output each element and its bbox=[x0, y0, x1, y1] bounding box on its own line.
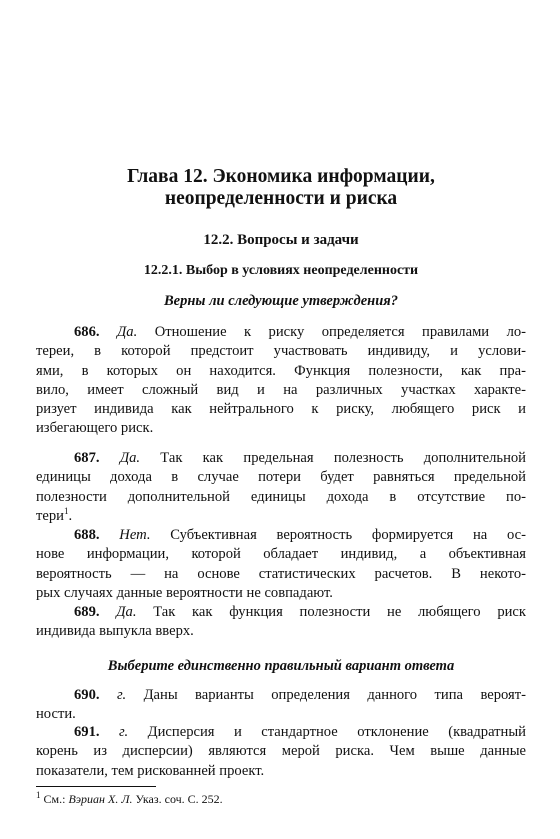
chapter-title-line-1: Глава 12. Экономика информации, bbox=[127, 166, 435, 187]
chapter-title-line-2: неопределенности и риска bbox=[164, 188, 398, 209]
section-title: 12.2. Вопросы и задачи bbox=[203, 232, 359, 248]
paragraph-line bbox=[36, 603, 526, 622]
item-number: 687. bbox=[74, 450, 100, 466]
paragraph-line: избегающего риск. bbox=[36, 420, 154, 437]
question-689 bbox=[36, 603, 526, 642]
item-number: 691. bbox=[74, 724, 100, 740]
item-answer: Да. bbox=[116, 604, 137, 620]
heading-verify-statements: Верны ли следующие утверждения? bbox=[163, 293, 398, 309]
paragraph-line: вероятность — на основе статистических расчетов. В некото- bbox=[36, 565, 526, 582]
item-number: 688. bbox=[74, 527, 100, 543]
item-answer: Да. bbox=[119, 450, 141, 466]
paragraph-line: индивида выпукла вверх. bbox=[36, 623, 194, 640]
footnote bbox=[36, 792, 223, 806]
paragraph-line: рых случаях данные вероятности не совпадают. bbox=[36, 584, 333, 601]
question-686 bbox=[36, 323, 526, 439]
paragraph-line bbox=[36, 686, 526, 705]
item-answer: Нет. bbox=[119, 527, 151, 543]
item-number: 686. bbox=[74, 324, 100, 340]
footnote-author: Вэриан Х. Л. bbox=[68, 792, 133, 806]
footnote-reference[interactable]: 1 bbox=[63, 506, 69, 517]
subsection-title: 12.2.1. Выбор в условиях неопределенности bbox=[143, 263, 419, 278]
line-text: Даны варианты определения данного типа вероят- bbox=[126, 687, 526, 703]
paragraph-line bbox=[36, 526, 526, 545]
footnote-source: Указ. соч. С. 252. bbox=[132, 792, 223, 806]
footnote-mark: 1 bbox=[36, 790, 41, 800]
line-text: Субъективная вероятность формируется на ос- bbox=[150, 527, 526, 543]
question-688 bbox=[36, 526, 526, 603]
paragraph-line bbox=[36, 323, 526, 342]
item-answer: г. bbox=[116, 687, 127, 703]
question-690 bbox=[36, 686, 526, 725]
item-answer: г. bbox=[119, 724, 129, 740]
paragraph-line: корень из дисперсии) являются мерой риска. Чем выше данные bbox=[36, 743, 526, 760]
chapter-title bbox=[36, 166, 526, 210]
page bbox=[36, 0, 526, 839]
paragraph-line: ности. bbox=[36, 706, 76, 723]
item-answer: Да. bbox=[117, 324, 138, 340]
line-text: Так как предельная полезность дополнительной bbox=[140, 450, 526, 466]
paragraph-line bbox=[36, 723, 526, 742]
paragraph-line bbox=[36, 449, 526, 468]
question-691 bbox=[36, 723, 526, 781]
paragraph-line: показатели, тем рискованней проект. bbox=[36, 762, 265, 779]
item-number: 690. bbox=[74, 687, 100, 703]
line-text: Так как функция полезности не любящего риск bbox=[136, 604, 526, 620]
paragraph-line: ризует индивида как нейтрального к риску, любящего риск и bbox=[36, 401, 526, 418]
paragraph-line: полезности дополнительной единицы дохода в отсутствие по- bbox=[36, 488, 526, 505]
paragraph-line: тереи, в которой предстоит участвовать индивиду, и услови- bbox=[36, 343, 526, 360]
footnote-prefix: См.: bbox=[40, 792, 69, 806]
line-text: тери bbox=[36, 507, 64, 524]
line-text: Дисперсия и стандартное отклонение (квадратный bbox=[128, 724, 526, 740]
paragraph-line bbox=[36, 507, 526, 526]
heading-choose-answer: Выберите единственно правильный вариант ответа bbox=[107, 658, 455, 674]
paragraph-line: нове информации, которой обладает индивид, а объективная bbox=[36, 546, 526, 563]
paragraph-line: вило, имеет сложный вид и на различных участках характе- bbox=[36, 381, 526, 398]
paragraph-line: ями, в которых он находится. Функция полезности, как пра- bbox=[36, 362, 526, 379]
line-text: . bbox=[68, 507, 73, 524]
paragraph-line: единицы дохода в случае потери будет равняться предельной bbox=[36, 469, 526, 486]
item-number: 689. bbox=[74, 604, 100, 620]
footnote-divider bbox=[36, 786, 156, 787]
question-687 bbox=[36, 449, 526, 526]
line-text: Отношение к риску определяется правилами ло- bbox=[137, 324, 527, 340]
